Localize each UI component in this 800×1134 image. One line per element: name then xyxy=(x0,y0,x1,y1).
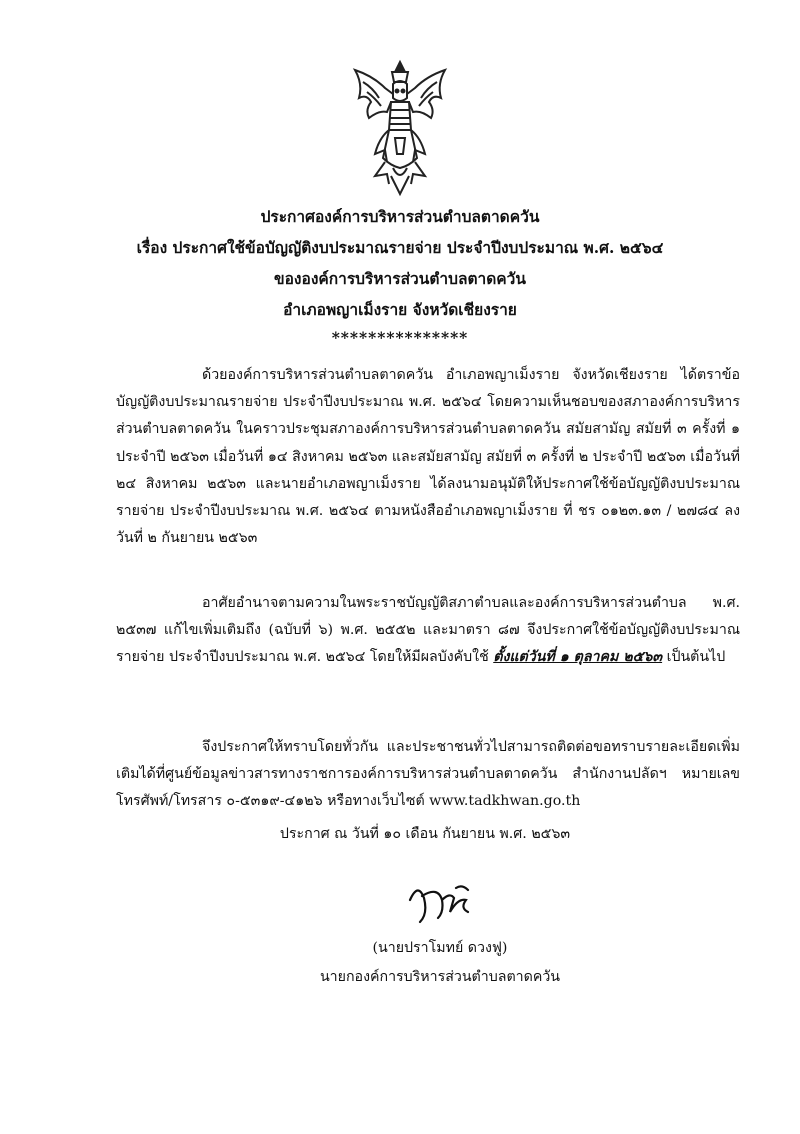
paragraph-authority xyxy=(116,590,740,672)
garuda-emblem-icon xyxy=(345,58,455,198)
signer-name: (นายปราโมทย์ ดวงฟู) xyxy=(372,940,508,956)
signature-icon xyxy=(398,878,488,928)
announcement-date: ประกาศ ณ วันที่ ๑๐ เดือน กันยายน พ.ศ. ๒๕๖๓ xyxy=(279,826,571,842)
announcement-district: อำเภอพญาเม็งราย จังหวัดเชียงราย xyxy=(283,300,517,319)
announcement-organization: ขององค์การบริหารส่วนตำบลตาดควัน xyxy=(274,269,526,288)
paragraph-contact: จึงประกาศให้ทราบโดยทั่วกัน และประชาชนทั่วไปสามารถติดต่อขอทราบรายละเอียดเพิ่มเติมได้ที่ศูนย์ข้อมูลข่าวสารทางราชการองค์การบริหารส่วนตำบลตาดควัน สำนักงานปลัดฯ หมายเลขโทรศัพท์/โทรสาร ๐-๕๓๑๙-๔๑๒๖ หรือทางเว็บไซต์ www.tadkhwan.go.th xyxy=(116,739,740,810)
title-separator: *************** xyxy=(331,328,469,347)
effective-date: ตั้งแต่วันที่ ๑ ตุลาคม ๒๕๖๓ xyxy=(493,649,663,666)
paragraph-authority-text: อาศัยอำนาจตามความในพระราชบัญญัติสภาตำบลและองค์การบริหารส่วนตำบล พ.ศ. ๒๕๓๗ แก้ไขเพิ่มเติมถึง (ฉบับที่ ๖) พ.ศ. ๒๕๕๒ และมาตรา ๘๗ จึงประกาศใช้ข้อบัญญัติงบประมาณรายจ่าย ประจำปีงบประมาณ พ.ศ. ๒๕๖๔ โดยให้มีผลบังคับใช้ xyxy=(116,595,740,666)
signer-title: นายกองค์การบริหารส่วนตำบลตาดควัน xyxy=(319,969,560,985)
announcement-title: ประกาศองค์การบริหารส่วนตำบลตาดควัน xyxy=(260,207,540,226)
paragraph-authority-tail: เป็นต้นไป xyxy=(666,649,726,666)
announcement-subject: เรื่อง ประกาศใช้ข้อบัญญัติงบประมาณรายจ่าย ประจำปีงบประมาณ พ.ศ. ๒๕๖๔ xyxy=(136,238,664,257)
paragraph-enactment: ด้วยองค์การบริหารส่วนตำบลตาดควัน อำเภอพญาเม็งราย จังหวัดเชียงราย ได้ตราข้อบัญญัติงบประมาณรายจ่าย ประจำปีงบประมาณ พ.ศ. ๒๕๖๔ โดยความเห็นชอบของสภาองค์การบริหารส่วนตำบลตาดควัน ในคราวประชุมสภาองค์การบริหารส่วนตำบลตาดควัน สมัยสามัญ สมัยที่ ๓ ครั้งที่ ๑ ประจำปี ๒๕๖๓ เมื่อวันที่ ๑๔ สิงหาคม ๒๕๖๓ และสมัยสามัญ สมัยที่ ๓ ครั้งที่ ๒ ประจำปี ๒๕๖๓ เมื่อวันที่ ๒๔ สิงหาคม ๒๕๖๓ และนายอำเภอพญาเม็งราย ได้ลงนามอนุมัติให้ประกาศใช้ข้อบัญญัติงบประมาณรายจ่าย ประจำปีงบประมาณ พ.ศ. ๒๕๖๔ ตามหนังสืออำเภอพญาเม็งราย ที่ ชร ๐๑๒๓.๑๓ / ๒๗๘๔ ลงวันที่ ๒ กันยายน ๒๕๖๓ xyxy=(116,367,740,547)
